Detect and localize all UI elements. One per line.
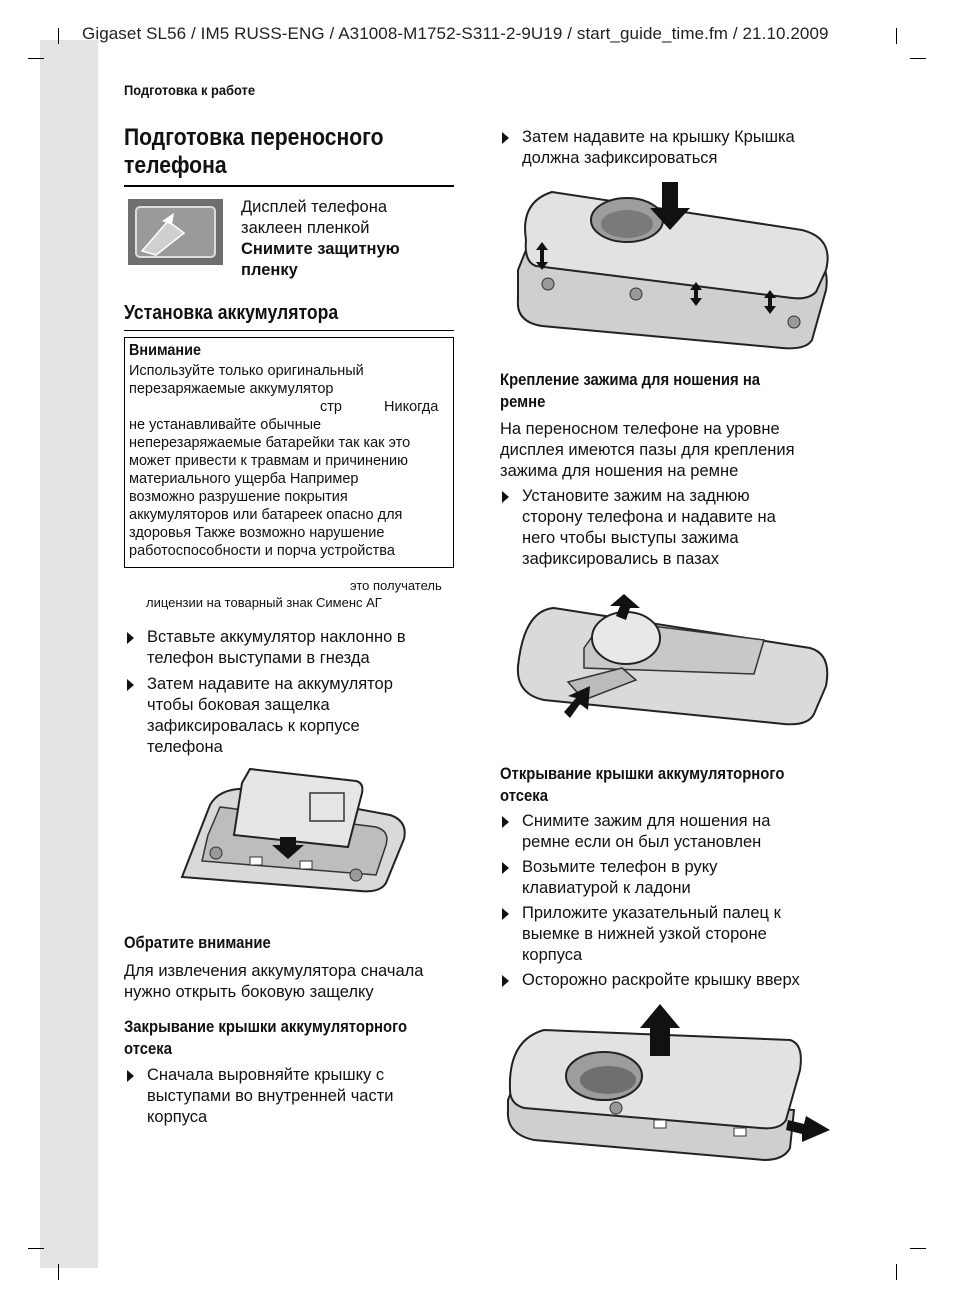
triangle-bullet-icon xyxy=(502,491,509,503)
note-text: Для извлечения аккумулятора сначала нужно открыть боковую защелку xyxy=(124,962,424,1001)
display-film-illustration xyxy=(128,199,223,265)
cover-open-illustration xyxy=(504,1000,832,1168)
warning-line: перезаряжаемые аккумулятор xyxy=(129,381,334,397)
crop-mark xyxy=(910,1248,926,1249)
triangle-bullet-icon xyxy=(502,862,509,874)
warning-line: возможно разрушение покрытия xyxy=(129,489,348,505)
warning-line: Никогда xyxy=(384,399,439,415)
triangle-bullet-icon xyxy=(502,908,509,920)
page-margin-bar xyxy=(40,40,98,1268)
open-heading: Открывание крышки аккумуляторного отсека xyxy=(500,765,785,805)
crop-mark xyxy=(896,28,897,44)
film-note: Дисплей телефона заклеен пленкой Снимите защитную пленку xyxy=(241,198,400,279)
triangle-bullet-icon xyxy=(127,1070,134,1082)
battery-insertion-illustration xyxy=(180,765,410,895)
closing-heading: Закрывание крышки аккумуляторного отсека xyxy=(124,1018,408,1058)
crop-mark xyxy=(28,1248,44,1249)
note-heading: Обратите внимание xyxy=(124,934,271,952)
warning-line: аккумуляторов или батареек опасно для xyxy=(129,507,403,523)
crop-mark xyxy=(58,28,59,44)
title-rule xyxy=(124,185,454,187)
warning-line: материального ущерба Например xyxy=(129,471,359,487)
battery-heading: Установка аккумулятора xyxy=(124,302,339,324)
crop-mark xyxy=(896,1264,897,1280)
list-item: Снимите зажим для ношения на ремне если он был установлен xyxy=(522,811,770,853)
list-item: Установите зажим на заднюю сторону телефона и надавите на него чтобы выступы зажима зафиксировались в пазах xyxy=(522,486,776,570)
belt-clip-illustration xyxy=(514,590,832,730)
heading-rule xyxy=(124,330,454,331)
warning-line: работоспособности и порча устройства xyxy=(129,543,395,559)
triangle-bullet-icon xyxy=(127,679,134,691)
triangle-bullet-icon xyxy=(502,132,509,144)
list-item: Приложите указательный палец к выемке в нижней узкой стороне корпуса xyxy=(522,903,781,966)
warning-line: стр xyxy=(320,399,342,415)
warning-line: может привести к травмам и причинению xyxy=(129,453,409,469)
triangle-bullet-icon xyxy=(502,816,509,828)
triangle-bullet-icon xyxy=(127,632,134,644)
list-item: Возьмите телефон в руку клавиатурой к ладони xyxy=(522,857,717,899)
warning-line: не устанавливайте обычные xyxy=(129,417,322,433)
license-note-line: это получатель xyxy=(350,578,442,593)
warning-line: Используйте только оригинальный xyxy=(129,363,364,379)
crop-mark xyxy=(58,1264,59,1280)
list-item: Осторожно раскройте крышку вверх xyxy=(522,970,800,991)
list-item: Вставьте аккумулятор наклонно в телефон выступами в гнезда xyxy=(147,627,406,669)
section-label: Подготовка к работе xyxy=(124,82,256,98)
clip-heading: Крепление зажима для ношения на ремне xyxy=(500,371,761,411)
warning-line: неперезаряжаемые батарейки так как это xyxy=(129,435,411,451)
crop-mark xyxy=(910,58,926,59)
triangle-bullet-icon xyxy=(502,975,509,987)
clip-text: На переносном телефоне на уровне дисплея имеются пазы для крепления зажима для ношения на ремне xyxy=(500,420,795,480)
crop-mark xyxy=(28,58,44,59)
page-title: Подготовка переносного телефона xyxy=(124,124,384,179)
warning-line: здоровья Также возможно нарушение xyxy=(129,525,385,541)
list-item: Затем надавите на аккумулятор чтобы боковая защелка зафиксировалась к корпусе телефона xyxy=(147,674,393,758)
list-item: Сначала выровняйте крышку с выступами во внутренней части корпуса xyxy=(147,1065,394,1128)
warning-title: Внимание xyxy=(129,342,201,359)
running-header: Gigaset SL56 / IM5 RUSS-ENG / A31008-M1752-S311-2-9U19 / start_guide_time.fm / 21.10.2009 xyxy=(82,24,829,43)
cover-press-illustration xyxy=(512,180,834,352)
list-item: Затем надавите на крышку Крышка должна зафиксироваться xyxy=(522,127,795,169)
warning-box xyxy=(124,337,454,568)
license-note-line: лицензии на товарный знак Сименс АГ xyxy=(146,595,382,610)
